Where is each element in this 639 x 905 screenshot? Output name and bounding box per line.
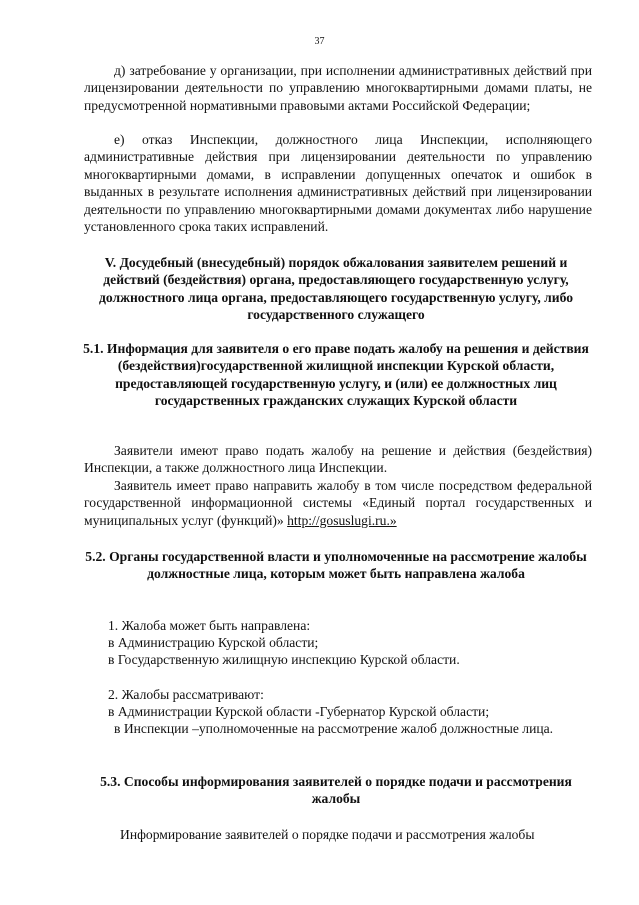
list-item-d: д) затребование у организации, при исполнении административных действий при лицензировании деятельности по управлению многоквартирными домами платы, не предусмотренной нормативными правовыми актами Российской Федерации; — [84, 63, 592, 113]
section-5-1-heading: 5.1. Информация для заявителя о его праве подать жалобу на решения и действия (бездействия)государственной жилищной инспекции Курской области, предоставляющей государственную услугу, и (или) ее должностных лиц государственных гражданских служащих Курской области — [83, 341, 589, 409]
section-5-2-line-5: в Администрации Курской области -Губернатор Курской области; — [108, 704, 490, 719]
section-5-3-paragraph-1: Информирование заявителей о порядке подачи и рассмотрения жалобы — [120, 827, 535, 842]
page-number: 37 — [314, 36, 325, 47]
section-5-2-line-3: в Государственную жилищную инспекцию Курской области. — [108, 652, 460, 667]
section-5-2-heading: 5.2. Органы государственной власти и уполномоченные на рассмотрение жалобы должностные лица, которым может быть направлена жалоба — [85, 549, 587, 582]
section-5-2-line-1: 1. Жалоба может быть направлена: — [108, 618, 311, 633]
section-5-3-heading: 5.3. Способы информирования заявителей о порядке подачи и рассмотрения жалобы — [100, 774, 572, 807]
paragraph-text: Заявитель имеет право направить жалобу в том числе посредством федеральной государственной информационной системы «Единый портал государственных и муниципальных услуг (функций)» — [84, 478, 592, 528]
section-v-heading: V. Досудебный (внесудебный) порядок обжалования заявителем решений и действий (бездействия) органа, предоставляющего государственную услугу, должностного лица органа, предоставляющего государственную услугу, либо государственного служащего — [99, 255, 573, 323]
list-item-e: е) отказ Инспекции, должностного лица Инспекции, исполняющего административные действия при лицензировании деятельности по управлению многоквартирными домами, в исправлении допущенных опечаток и ошибок в выданных в результате исполнения административных действий при лицензировании деятельности по управлению многоквартирными домами документах либо нарушение установленного срока таких исправлений. — [84, 132, 592, 235]
section-5-1-paragraph-2 — [84, 477, 592, 529]
section-5-2-paragraph-6: в Инспекции –уполномоченные на рассмотрение жалоб должностные лица. — [114, 721, 554, 736]
section-5-2-line-4: 2. Жалобы рассматривают: — [108, 687, 264, 702]
gosuslugi-link[interactable]: http://gosuslugi.ru.» — [287, 512, 397, 528]
section-5-1-paragraph-1: Заявители имеют право подать жалобу на решение и действия (бездействия) Инспекции, а также должностного лица Инспекции. — [84, 443, 592, 476]
section-5-2-line-2: в Администрацию Курской области; — [108, 635, 319, 650]
